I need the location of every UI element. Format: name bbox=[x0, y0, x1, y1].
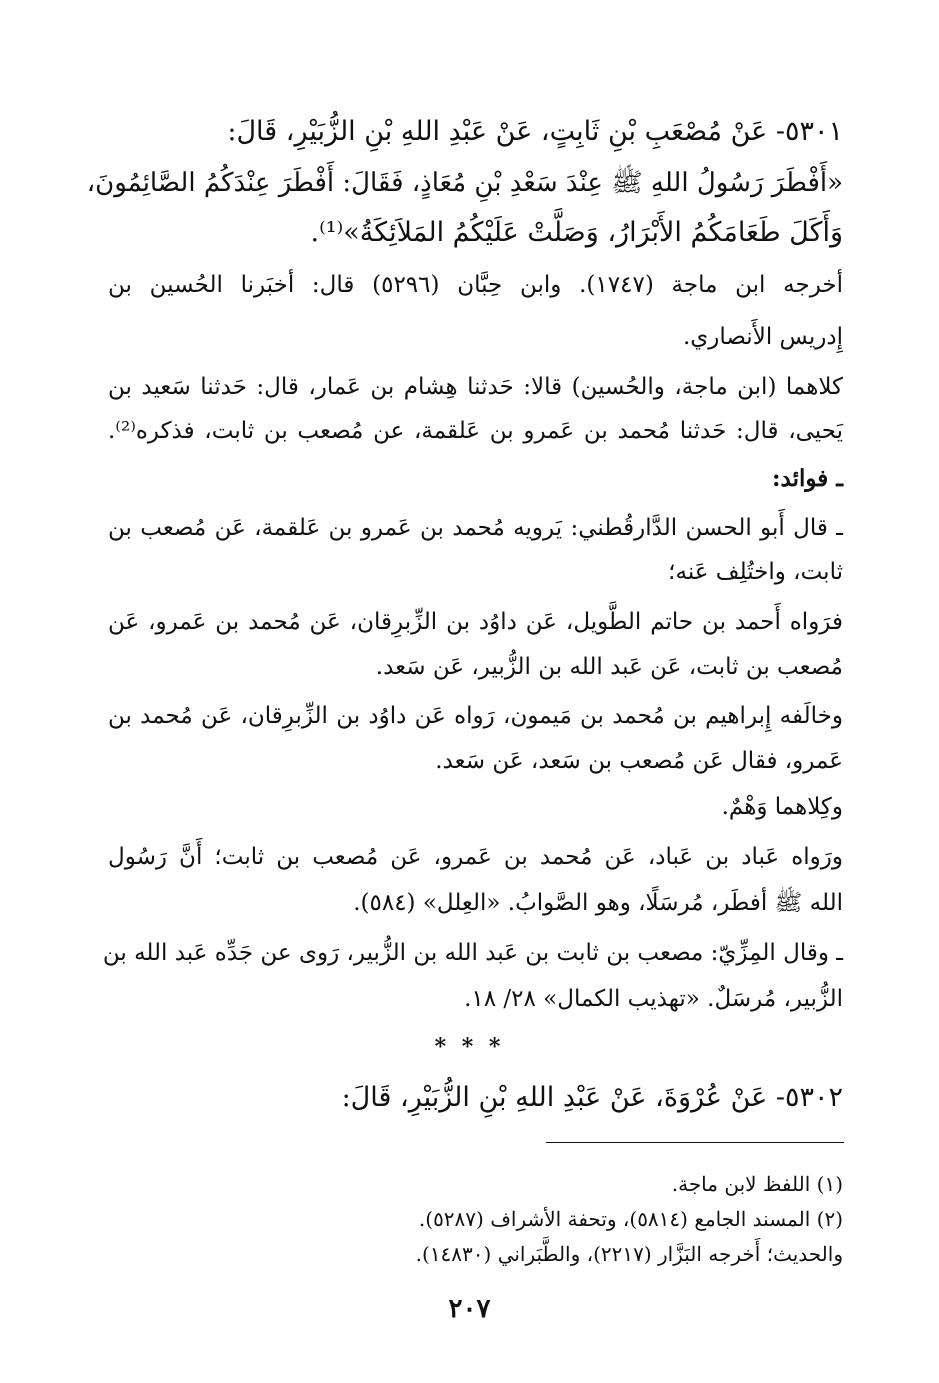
mukhalafa-line-1: وخالَفه إِبراهيم بن مُحمد بن مَيمون، رَواه عَن داوُد بن الزِّبرِقان، عَن مُحمد بن bbox=[108, 703, 843, 729]
mizzi-line-2: الزُّبير، مُرسَلٌ. «تهذيب الكمال» ٢٨/ ١٨. bbox=[464, 986, 843, 1012]
daraqutni-line-2: ثابت، واختُلِف عَنه؛ bbox=[668, 559, 843, 585]
isnad-line-1: كلاهما (ابن ماجة، والحُسين) قالا: حَدثنا هِشام بن عَمار، قال: حَدثنا سَعيد بن bbox=[108, 374, 843, 400]
footnote-2-line-1: (٢) المسند الجامع (٥٨١٤)، وتحفة الأشراف (٥٢٨٧). bbox=[418, 1207, 843, 1231]
hadith-5301-line-3: وَأَكَلَ طَعَامَكُمُ الأَبْرَارُ، وَصَلَّتْ عَلَيْكُمُ المَلاَئِكَةُ»⁽¹⁾. bbox=[310, 217, 843, 248]
abbad-line-2: الله ﷺ أفطَر، مُرسَلًا، وهو الصَّوابُ. «العِلل» (٥٨٤). bbox=[353, 890, 843, 916]
hadith-5302-line-1: ٥٣٠٢- عَنْ عُرْوَةَ، عَنْ عَبْدِ اللهِ بْنِ الزُّبَيْرِ، قَالَ: bbox=[341, 1082, 843, 1113]
hadith-5301-line-1: ٥٣٠١- عَنْ مُصْعَبِ بْنِ ثَابِتٍ، عَنْ عَبْدِ اللهِ بْنِ الزُّبَيْرِ، قَالَ: bbox=[227, 116, 843, 147]
fawaid-heading: ـ فوائد: bbox=[772, 465, 843, 492]
footnote-2-line-2: والحديث؛ أَخرجه البَزَّار (٢٢١٧)، والطَّبَراني (١٤٨٣٠). bbox=[415, 1242, 843, 1266]
footnote-1: (١) اللفظ لابن ماجة. bbox=[671, 1172, 843, 1196]
wahm-line: وكِلاهما وَهْمٌ. bbox=[721, 794, 843, 820]
daraqutni-line-1: ـ قال أَبو الحسن الدَّارقُطني: يَرويه مُحمد بن عَمرو بن عَلقمة، عَن مُصعب بن bbox=[108, 515, 843, 541]
takhrij-line-1: أخرجه ابن ماجة (١٧٤٧). وابن حِبَّان (٥٢٩٦) قال: أخبَرنا الحُسين بن bbox=[108, 272, 843, 298]
mukhalafa-line-2: عَمرو، فقال عَن مُصعب بن سَعد، عَن سَعد. bbox=[435, 748, 843, 774]
mizzi-line-1: ـ وقال المِزِّيّ: مصعب بن ثابت بن عَبد الله بن الزُّبير، رَوى عن جَدِّه عَبد الله بن bbox=[102, 940, 843, 966]
isnad-line-2: يَحيى، قال: حَدثنا مُحمد بن عَمرو بن عَلقمة، عن مُصعب بن ثابت، فذكره⁽²⁾. bbox=[108, 418, 843, 444]
abbad-line-1: ورَواه عَباد بن عَباد، عَن مُحمد بن عَمرو، عَن مُصعب بن ثابت؛ أَنَّ رَسُول bbox=[108, 844, 843, 870]
riwaya-line-1: فرَواه أَحمد بن حاتم الطَّويل، عَن داوُد بن الزِّبرِقان، عَن مُحمد بن عَمرو، عَن bbox=[108, 609, 843, 635]
footnote-divider bbox=[546, 1142, 844, 1143]
hadith-5301-line-2: «أَفْطَرَ رَسُولُ اللهِ ﷺ عِنْدَ سَعْدِ بْنِ مُعَاذٍ، فَقَالَ: أَفْطَرَ عِنْدَكُمُ الصَّائِمُونَ، bbox=[86, 168, 843, 198]
takhrij-line-2: إِدريس الأَنصاري. bbox=[682, 324, 843, 350]
section-separator: * * * bbox=[434, 1034, 505, 1060]
riwaya-line-2: مُصعب بن ثابت، عَن عَبد الله بن الزُّبير، عَن سَعد. bbox=[375, 654, 843, 680]
page-number: ٢٠٧ bbox=[448, 1294, 491, 1324]
